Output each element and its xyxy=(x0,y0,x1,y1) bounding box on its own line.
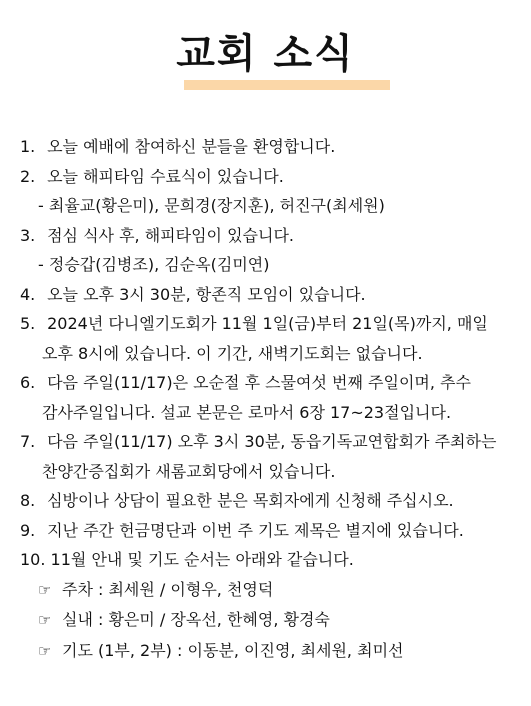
item-number: 5. xyxy=(20,314,36,333)
list-item xyxy=(20,486,525,516)
item-text: 오늘 해피타임 수료식이 있습니다. xyxy=(47,166,284,186)
list-item xyxy=(20,132,525,162)
list-item-sub: - 정승갑(김병조), 김순옥(김미연) xyxy=(38,255,270,274)
list-item xyxy=(20,516,525,546)
item-text: 다음 주일(11/17) 오후 3시 30분, 동읍기독교연합회가 주최하는 xyxy=(47,432,497,451)
item-text: 심방이나 상담이 필요한 분은 목회자에게 신청해 주십시오. xyxy=(47,491,454,510)
item-number: 2. xyxy=(20,166,36,186)
pointing-hand-icon: ☞ xyxy=(38,611,52,629)
pointing-hand-icon: ☞ xyxy=(38,580,52,599)
item-text: 다음 주일(11/17)은 오순절 후 스물여섯 번째 주일이며, 추수 xyxy=(47,373,471,392)
bullet-item-indoor xyxy=(20,605,525,636)
list-item-sub: - 최율교(황은미), 문희경(장지훈), 허진구(최세원) xyxy=(38,196,385,215)
item-text: 오늘 예배에 참여하신 분들을 환영합니다. xyxy=(47,137,336,156)
list-item xyxy=(20,162,525,192)
bullet-item-prayer xyxy=(20,636,525,667)
title-underline xyxy=(184,80,390,90)
item-number: 3. xyxy=(20,225,36,245)
list-item xyxy=(20,368,525,398)
list-item xyxy=(20,221,525,251)
list-item xyxy=(20,545,525,575)
news-list xyxy=(20,132,525,666)
list-item xyxy=(20,280,525,310)
item-number: 6. xyxy=(20,373,36,392)
item-text: 지난 주간 헌금명단과 이번 주 기도 제목은 별지에 있습니다. xyxy=(47,520,464,540)
item-text: 11월 안내 및 기도 순서는 아래와 같습니다. xyxy=(50,550,354,569)
item-number: 1. xyxy=(20,137,36,156)
item-number: 9. xyxy=(20,520,36,540)
bullet-text: 실내 : 황은미 / 장옥선, 한혜영, 황경숙 xyxy=(62,610,330,629)
item-number: 7. xyxy=(20,432,36,451)
pointing-hand-icon: ☞ xyxy=(38,641,52,660)
item-number: 10. xyxy=(20,550,46,569)
list-item xyxy=(20,309,525,339)
item-text: 점심 식사 후, 해피타임이 있습니다. xyxy=(47,225,294,245)
list-item-continuation: 찬양간증집회가 새롬교회당에서 있습니다. xyxy=(42,461,336,481)
list-item xyxy=(20,427,525,457)
list-item-continuation: 오후 8시에 있습니다. 이 기간, 새벽기도회는 없습니다. xyxy=(42,343,423,363)
title-block xyxy=(0,28,531,80)
item-text: 오늘 오후 3시 30분, 항존직 모임이 있습니다. xyxy=(47,284,366,304)
item-number: 4. xyxy=(20,284,36,304)
item-number: 8. xyxy=(20,491,36,510)
page-title: 교회 소식 xyxy=(176,31,355,77)
item-text: 2024년 다니엘기도회가 11월 1일(금)부터 21일(목)까지, 매일 xyxy=(47,314,488,333)
list-item-continuation: 감사주일입니다. 설교 본문은 로마서 6장 17~23절입니다. xyxy=(42,402,452,422)
bullet-text: 주차 : 최세원 / 이형우, 천영덕 xyxy=(62,579,274,599)
bullet-text: 기도 (1부, 2부) : 이동분, 이진영, 최세원, 최미선 xyxy=(62,640,404,660)
bullet-item-parking xyxy=(20,575,525,606)
